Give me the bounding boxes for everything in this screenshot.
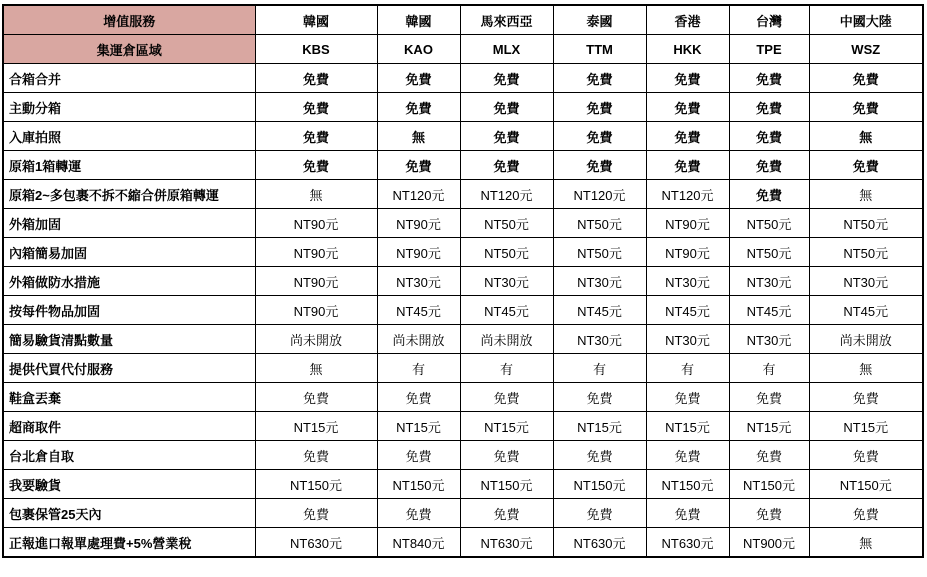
price-cell: 免費 bbox=[460, 151, 553, 180]
price-cell: 免費 bbox=[553, 122, 646, 151]
region-header-cell: 韓國 bbox=[255, 5, 377, 35]
table-row bbox=[3, 267, 923, 296]
price-cell: 免費 bbox=[553, 383, 646, 412]
price-cell: NT50元 bbox=[809, 209, 923, 238]
price-cell: NT150元 bbox=[809, 470, 923, 499]
region-header-cell: 中國大陸 bbox=[809, 5, 923, 35]
price-cell: 免費 bbox=[255, 64, 377, 93]
price-cell: NT15元 bbox=[460, 412, 553, 441]
price-cell: 免費 bbox=[460, 383, 553, 412]
price-cell: NT840元 bbox=[377, 528, 460, 558]
table-row bbox=[3, 528, 923, 558]
price-cell: 免費 bbox=[729, 151, 809, 180]
price-cell: NT30元 bbox=[729, 325, 809, 354]
price-cell: 免費 bbox=[646, 93, 729, 122]
price-cell: NT90元 bbox=[646, 209, 729, 238]
price-cell: 免費 bbox=[809, 64, 923, 93]
code-label-cell: 集運倉區域 bbox=[3, 35, 255, 64]
price-cell: 免費 bbox=[809, 383, 923, 412]
price-cell: NT30元 bbox=[646, 325, 729, 354]
price-cell: NT15元 bbox=[729, 412, 809, 441]
price-cell: 免費 bbox=[377, 64, 460, 93]
price-cell: 無 bbox=[809, 180, 923, 209]
price-cell: NT90元 bbox=[377, 209, 460, 238]
price-cell: NT120元 bbox=[553, 180, 646, 209]
price-cell: NT30元 bbox=[729, 267, 809, 296]
price-cell: 免費 bbox=[646, 499, 729, 528]
service-name-cell: 正報進口報單處理費+5%營業稅 bbox=[3, 528, 255, 558]
price-cell: 有 bbox=[646, 354, 729, 383]
price-cell: 免費 bbox=[460, 499, 553, 528]
price-cell: 無 bbox=[809, 122, 923, 151]
price-cell: 免費 bbox=[553, 64, 646, 93]
price-cell: 免費 bbox=[729, 122, 809, 151]
price-cell: 免費 bbox=[377, 499, 460, 528]
table-row bbox=[3, 209, 923, 238]
price-cell: 尚未開放 bbox=[809, 325, 923, 354]
price-cell: NT15元 bbox=[377, 412, 460, 441]
service-name-cell: 原箱1箱轉運 bbox=[3, 151, 255, 180]
price-cell: 免費 bbox=[729, 180, 809, 209]
price-cell: NT50元 bbox=[460, 238, 553, 267]
price-cell: 免費 bbox=[729, 383, 809, 412]
price-cell: NT50元 bbox=[809, 238, 923, 267]
price-cell: 免費 bbox=[255, 499, 377, 528]
price-cell: NT50元 bbox=[553, 238, 646, 267]
price-cell: 免費 bbox=[809, 151, 923, 180]
service-name-cell: 鞋盒丟棄 bbox=[3, 383, 255, 412]
price-cell: NT50元 bbox=[729, 209, 809, 238]
service-name-cell: 入庫拍照 bbox=[3, 122, 255, 151]
price-cell: 免費 bbox=[729, 499, 809, 528]
price-cell: 免費 bbox=[809, 441, 923, 470]
warehouse-code-row bbox=[3, 35, 923, 64]
warehouse-code-cell: TPE bbox=[729, 35, 809, 64]
price-cell: NT150元 bbox=[646, 470, 729, 499]
price-cell: NT50元 bbox=[460, 209, 553, 238]
region-header-cell: 泰國 bbox=[553, 5, 646, 35]
price-cell: NT15元 bbox=[553, 412, 646, 441]
price-cell: NT15元 bbox=[809, 412, 923, 441]
warehouse-code-cell: HKK bbox=[646, 35, 729, 64]
price-cell: 免費 bbox=[809, 499, 923, 528]
price-cell: NT30元 bbox=[553, 267, 646, 296]
price-cell: NT30元 bbox=[377, 267, 460, 296]
warehouse-code-cell: TTM bbox=[553, 35, 646, 64]
price-cell: NT150元 bbox=[377, 470, 460, 499]
price-cell: 免費 bbox=[460, 441, 553, 470]
price-cell: NT15元 bbox=[646, 412, 729, 441]
price-cell: NT120元 bbox=[460, 180, 553, 209]
price-cell: 免費 bbox=[377, 151, 460, 180]
price-cell: 免費 bbox=[553, 93, 646, 122]
price-cell: NT50元 bbox=[553, 209, 646, 238]
price-cell: NT150元 bbox=[460, 470, 553, 499]
region-header-cell: 香港 bbox=[646, 5, 729, 35]
price-cell: 有 bbox=[460, 354, 553, 383]
price-cell: 免費 bbox=[255, 93, 377, 122]
region-header-cell: 馬來西亞 bbox=[460, 5, 553, 35]
price-cell: NT45元 bbox=[460, 296, 553, 325]
price-cell: 無 bbox=[377, 122, 460, 151]
price-cell: 免費 bbox=[809, 93, 923, 122]
price-cell: NT45元 bbox=[646, 296, 729, 325]
price-cell: 無 bbox=[255, 354, 377, 383]
price-cell: 有 bbox=[377, 354, 460, 383]
table-row bbox=[3, 93, 923, 122]
service-name-cell: 外箱做防水措施 bbox=[3, 267, 255, 296]
price-cell: NT30元 bbox=[460, 267, 553, 296]
service-name-cell: 合箱合并 bbox=[3, 64, 255, 93]
price-cell: 免費 bbox=[255, 441, 377, 470]
price-cell: 免費 bbox=[729, 64, 809, 93]
price-cell: NT45元 bbox=[809, 296, 923, 325]
price-cell: 有 bbox=[729, 354, 809, 383]
price-cell: 無 bbox=[809, 354, 923, 383]
price-cell: 有 bbox=[553, 354, 646, 383]
price-cell: NT900元 bbox=[729, 528, 809, 558]
table-row bbox=[3, 122, 923, 151]
table-row bbox=[3, 296, 923, 325]
price-cell: NT50元 bbox=[729, 238, 809, 267]
table-row bbox=[3, 383, 923, 412]
price-cell: NT630元 bbox=[553, 528, 646, 558]
service-name-cell: 超商取件 bbox=[3, 412, 255, 441]
warehouse-code-cell: KBS bbox=[255, 35, 377, 64]
price-cell: NT150元 bbox=[255, 470, 377, 499]
price-cell: 免費 bbox=[377, 383, 460, 412]
header-row bbox=[3, 5, 923, 35]
table-row bbox=[3, 499, 923, 528]
table-row bbox=[3, 151, 923, 180]
service-name-cell: 外箱加固 bbox=[3, 209, 255, 238]
price-cell: 免費 bbox=[729, 441, 809, 470]
header-label-cell: 增值服務 bbox=[3, 5, 255, 35]
price-cell: 免費 bbox=[255, 383, 377, 412]
price-cell: 免費 bbox=[646, 122, 729, 151]
service-name-cell: 包裹保管25天內 bbox=[3, 499, 255, 528]
price-cell: 免費 bbox=[646, 151, 729, 180]
price-cell: NT630元 bbox=[646, 528, 729, 558]
warehouse-code-cell: KAO bbox=[377, 35, 460, 64]
price-cell: 無 bbox=[255, 180, 377, 209]
price-cell: NT90元 bbox=[255, 296, 377, 325]
price-cell: 尚未開放 bbox=[377, 325, 460, 354]
warehouse-code-cell: WSZ bbox=[809, 35, 923, 64]
service-name-cell: 主動分箱 bbox=[3, 93, 255, 122]
service-name-cell: 按每件物品加固 bbox=[3, 296, 255, 325]
price-cell: NT30元 bbox=[646, 267, 729, 296]
region-header-cell: 台灣 bbox=[729, 5, 809, 35]
table-row bbox=[3, 441, 923, 470]
service-name-cell: 我要驗貨 bbox=[3, 470, 255, 499]
table-row bbox=[3, 470, 923, 499]
price-cell: NT90元 bbox=[255, 238, 377, 267]
value-added-services-table bbox=[2, 4, 924, 558]
table-row bbox=[3, 325, 923, 354]
price-cell: NT30元 bbox=[809, 267, 923, 296]
service-name-cell: 內箱簡易加固 bbox=[3, 238, 255, 267]
price-cell: NT150元 bbox=[729, 470, 809, 499]
price-cell: 尚未開放 bbox=[255, 325, 377, 354]
service-name-cell: 台北倉自取 bbox=[3, 441, 255, 470]
price-cell: NT90元 bbox=[646, 238, 729, 267]
price-cell: NT120元 bbox=[646, 180, 729, 209]
price-cell: 免費 bbox=[553, 441, 646, 470]
price-cell: 免費 bbox=[255, 151, 377, 180]
price-cell: 免費 bbox=[377, 93, 460, 122]
price-cell: NT630元 bbox=[460, 528, 553, 558]
table-row bbox=[3, 64, 923, 93]
table-row bbox=[3, 180, 923, 209]
price-cell: NT45元 bbox=[377, 296, 460, 325]
table-row bbox=[3, 412, 923, 441]
price-cell: 無 bbox=[809, 528, 923, 558]
price-cell: 免費 bbox=[460, 93, 553, 122]
price-cell: NT150元 bbox=[553, 470, 646, 499]
service-name-cell: 簡易驗貨清點數量 bbox=[3, 325, 255, 354]
price-cell: 免費 bbox=[729, 93, 809, 122]
price-cell: NT15元 bbox=[255, 412, 377, 441]
service-name-cell: 提供代買代付服務 bbox=[3, 354, 255, 383]
price-cell: NT45元 bbox=[729, 296, 809, 325]
price-cell: NT90元 bbox=[377, 238, 460, 267]
price-cell: 尚未開放 bbox=[460, 325, 553, 354]
price-cell: 免費 bbox=[646, 441, 729, 470]
price-cell: 免費 bbox=[460, 122, 553, 151]
service-name-cell: 原箱2~多包裹不拆不縮合併原箱轉運 bbox=[3, 180, 255, 209]
region-header-cell: 韓國 bbox=[377, 5, 460, 35]
price-cell: NT120元 bbox=[377, 180, 460, 209]
price-cell: NT30元 bbox=[553, 325, 646, 354]
price-cell: NT90元 bbox=[255, 267, 377, 296]
price-cell: 免費 bbox=[460, 64, 553, 93]
price-cell: 免費 bbox=[377, 441, 460, 470]
price-cell: NT45元 bbox=[553, 296, 646, 325]
price-cell: 免費 bbox=[553, 499, 646, 528]
price-cell: 免費 bbox=[646, 383, 729, 412]
table-body bbox=[3, 5, 923, 557]
table-row bbox=[3, 238, 923, 267]
price-cell: 免費 bbox=[255, 122, 377, 151]
price-cell: NT630元 bbox=[255, 528, 377, 558]
price-cell: 免費 bbox=[553, 151, 646, 180]
warehouse-code-cell: MLX bbox=[460, 35, 553, 64]
price-cell: NT90元 bbox=[255, 209, 377, 238]
price-cell: 免費 bbox=[646, 64, 729, 93]
table-row bbox=[3, 354, 923, 383]
